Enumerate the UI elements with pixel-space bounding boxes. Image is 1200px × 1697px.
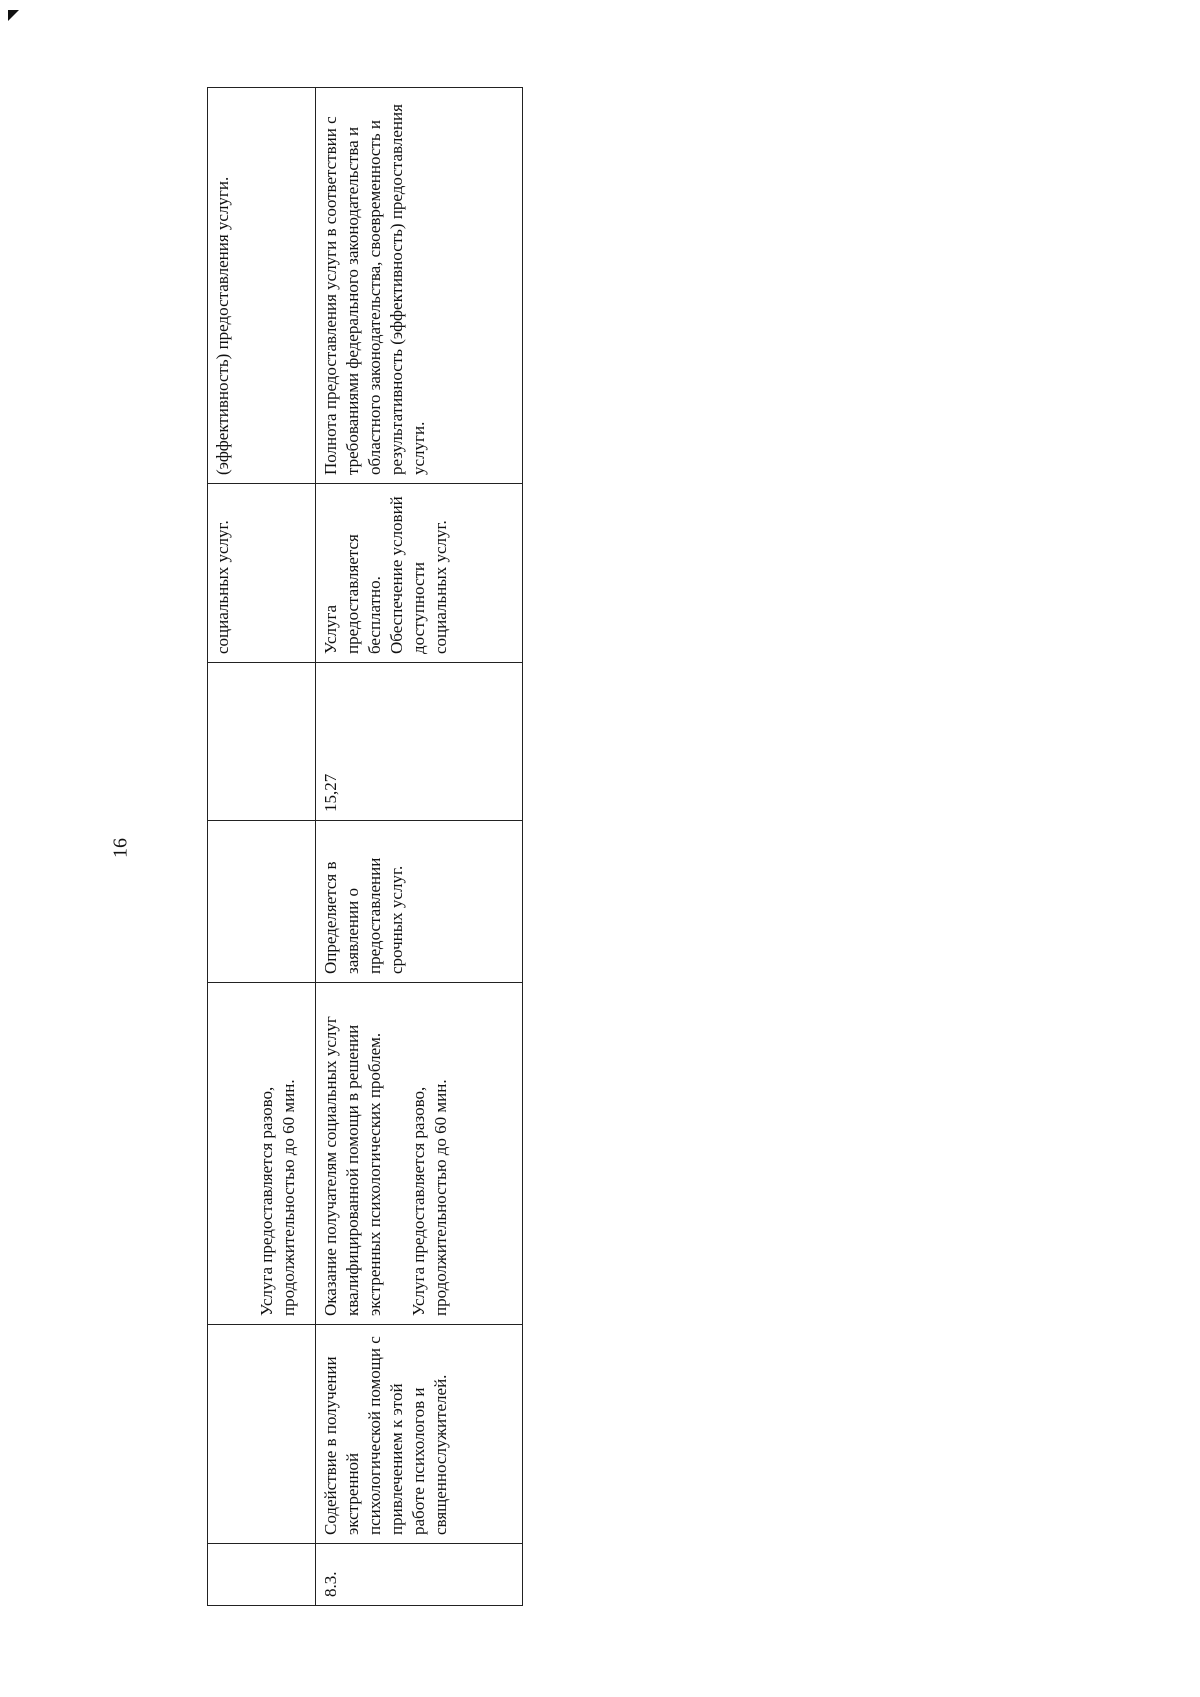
cell-tariff: 15,27 (316, 663, 523, 821)
scan-corner-mark (8, 10, 19, 21)
conditions-paragraph-2: Обеспечение условий доступности социальных услуг. (387, 496, 450, 654)
cell-quality: Полнота предоставления услуги в соответствии с требованиями федерального законодательства и областного законодательства, своевременность и результативность (эффективность) предоставления услуги. (316, 88, 523, 484)
cell-terms: Определяется в заявлении о предоставлении срочных услуг. (316, 821, 523, 983)
services-table (207, 87, 523, 1606)
cell-quality: (эффективность) предоставления услуги. (208, 88, 316, 484)
cell-service-name (208, 1325, 316, 1544)
description-paragraph-2: Услуга предоставляется разово, продолжительностью до 60 мин. (409, 1079, 450, 1316)
cell-conditions (316, 484, 523, 663)
rotated-table-area (207, 88, 522, 1606)
cell-number: 8.3. (316, 1544, 523, 1606)
page-number: 16 (109, 838, 132, 858)
cell-number (208, 1544, 316, 1606)
cell-description (316, 983, 523, 1325)
cell-conditions: социальных услуг. (208, 484, 316, 663)
table-row-8-3 (316, 88, 523, 1606)
table-row-continuation (208, 88, 316, 1606)
cell-tariff (208, 663, 316, 821)
cell-description (208, 983, 316, 1325)
description-text: Услуга предоставляется разово, продолжительностью до 60 мин. (257, 1079, 298, 1316)
conditions-paragraph-1: Услуга предоставляется бесплатно. (321, 534, 384, 654)
cell-terms (208, 821, 316, 983)
cell-service-name: Содействие в получении экстренной психологической помощи с привлечением к этой работе психологов и священнослужителей. (316, 1325, 523, 1544)
description-paragraph-1: Оказание получателям социальных услуг квалифицированной помощи в решении экстренных психологических проблем. (321, 1016, 384, 1316)
